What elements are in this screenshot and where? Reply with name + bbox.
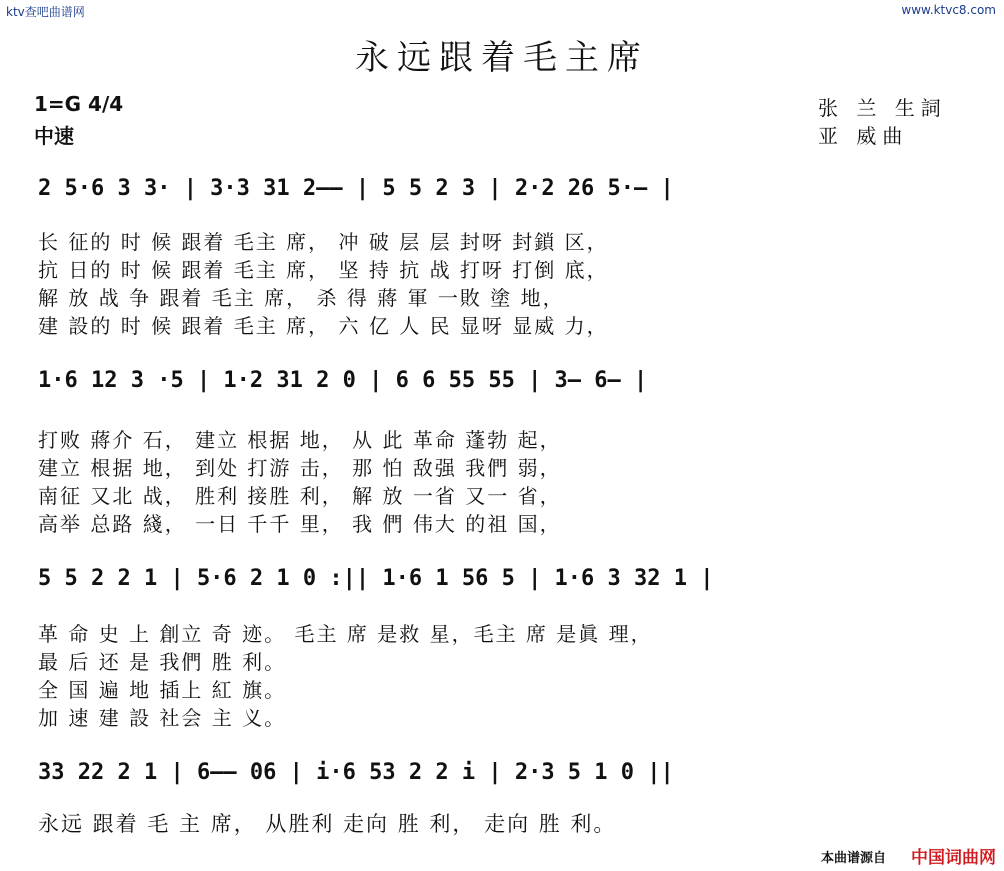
notation-line-2: 1·6 12 3 ·5 | 1·2 31 2 0 | 6 6 55 55 | 3— 6— | xyxy=(38,368,648,393)
composer-credit: 亚 威曲 xyxy=(818,124,909,148)
lyrics-line-2-verse-1: 打败 蔣介 石， 建立 根据 地， 从 此 革命 蓬勃 起， xyxy=(38,428,562,452)
lyricist-credit: 张 兰 生詞 xyxy=(818,96,947,120)
watermark-left: ktv查吧曲谱网 xyxy=(6,5,85,19)
lyrics-line-3-verse-4: 加 速 建 設 社会 主 义。 xyxy=(38,706,287,730)
lyrics-line-3-verse-1: 革 命 史 上 創立 奇 迹。 毛主 席 是救 星，毛主 席 是眞 理， xyxy=(38,622,653,646)
lyrics-line-1-verse-2: 抗 日的 时 候 跟着 毛主 席， 坚 持 抗 战 打呀 打倒 底， xyxy=(38,258,609,282)
key-signature: 1=G 4/4 xyxy=(34,92,124,116)
notation-line-1: 2 5·6 3 3· | 3·3 31 2—— | 5 5 2 3 | 2·2 26 5·— | xyxy=(38,176,674,201)
watermark-right: www.ktvc8.com xyxy=(901,3,996,17)
lyrics-line-2-verse-4: 高举 总路 綫， 一日 千千 里， 我 們 伟大 的祖 国， xyxy=(38,512,562,536)
lyrics-line-1-verse-3: 解 放 战 争 跟着 毛主 席， 杀 得 蔣 軍 一敗 塗 地， xyxy=(38,286,565,310)
song-title: 永远跟着毛主席 xyxy=(355,38,649,78)
footer-source-label: 本曲谱源自 xyxy=(820,851,886,866)
lyrics-line-1-verse-4: 建 設的 时 候 跟着 毛主 席， 六 亿 人 民 显呀 显威 力， xyxy=(38,314,609,338)
lyrics-line-3-verse-3: 全 国 遍 地 插上 紅 旗。 xyxy=(38,678,287,702)
lyrics-line-3-verse-2: 最 后 还 是 我們 胜 利。 xyxy=(38,650,287,674)
lyrics-line-4-verse-1: 永远 跟着 毛 主 席， 从胜利 走向 胜 利， 走向 胜 利。 xyxy=(38,812,617,836)
tempo-marking: 中速 xyxy=(34,124,74,148)
lyrics-line-1-verse-1: 长 征的 时 候 跟着 毛主 席， 冲 破 层 层 封呀 封鎖 区， xyxy=(38,230,609,254)
lyrics-line-2-verse-2: 建立 根据 地， 到处 打游 击， 那 怕 敌强 我們 弱， xyxy=(38,456,562,480)
notation-line-4: 33 22 2 1 | 6—— 06 | i·6 53 2 2 i | 2·3 5 1 0 || xyxy=(38,760,674,785)
lyrics-line-2-verse-3: 南征 又北 战， 胜利 接胜 利， 解 放 一省 又一 省， xyxy=(38,484,562,508)
footer-source-site: 中国词曲网 xyxy=(911,848,996,868)
notation-line-3: 5 5 2 2 1 | 5·6 2 1 0 :|| 1·6 1 56 5 | 1·6 3 32 1 | xyxy=(38,566,714,591)
